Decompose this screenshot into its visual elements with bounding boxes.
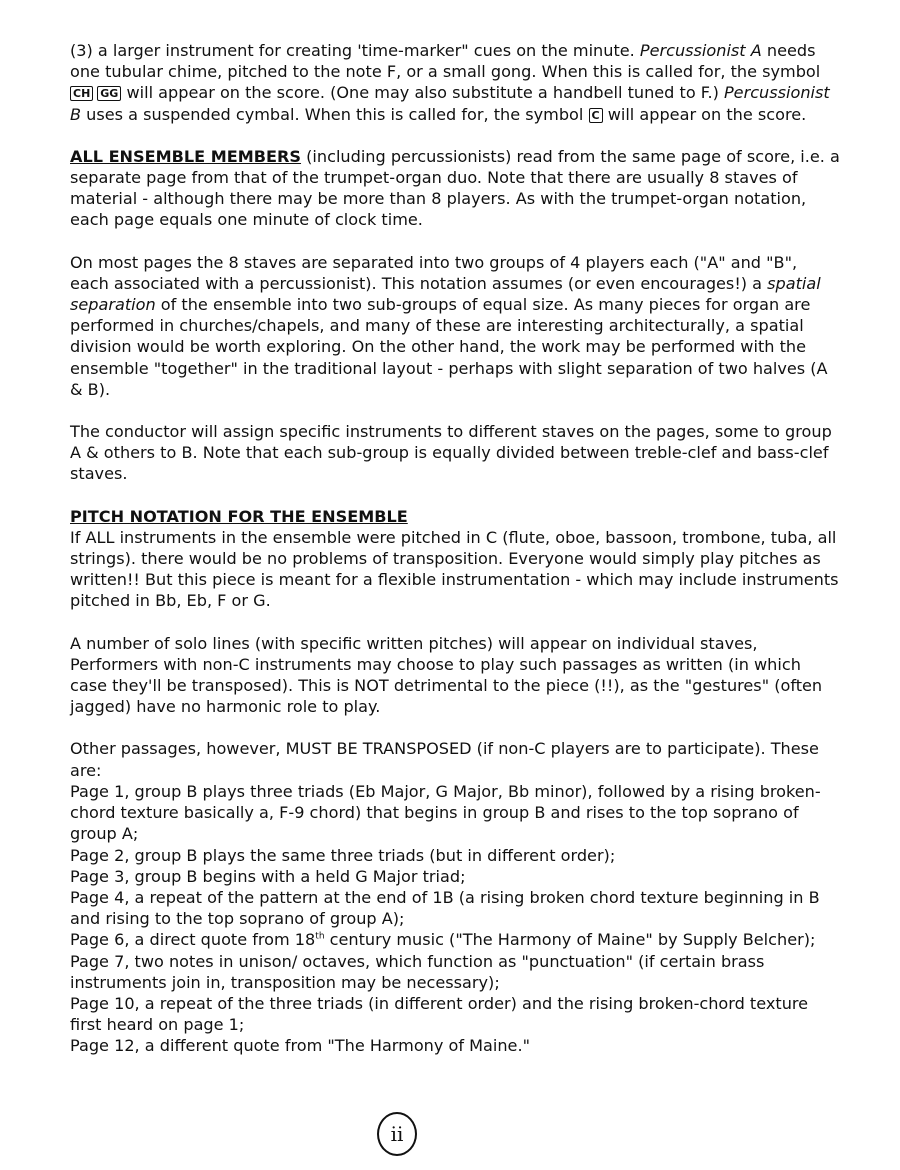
text: (including percussionists) read from the same page of score, i.e. a separate page from that of the trumpet-organ duo. Note that there are usually 8 staves of material - although there may be more than 8 players. As with the trumpet-organ notation, each page equals one minute of clock time.: [70, 146, 840, 230]
percussionist-b: Percussionist B: [70, 83, 830, 124]
list-item: Page 6, a direct quote from 18th century music ("The Harmony of Maine" by Supply Belcher);: [70, 930, 816, 950]
conductor-paragraph: The conductor will assign specific instruments to different staves on the pages, some to group A & others to B. Note that each sub-group is equally divided between treble-clef and bass-clef staves.: [70, 422, 832, 484]
list-item: Page 7, two notes in unison/ octaves, which function as "punctuation" (if certain brass instruments join in, transposition may be necessary);: [70, 951, 765, 992]
text: needs one tubular chime, pitched to the note F, or a small gong. When this is called for, the symbol: [70, 41, 821, 82]
percussion-paragraph: [70, 40, 840, 125]
gong-symbol: GG: [97, 86, 121, 101]
text: (3) a larger instrument for creating 'time-marker" cues on the minute.: [70, 41, 640, 60]
emphasis: spatial separation: [70, 273, 821, 315]
cymbal-symbol: C: [589, 108, 603, 123]
section-heading: PITCH NOTATION FOR THE ENSEMBLE: [70, 506, 408, 526]
section-heading: ALL ENSEMBLE MEMBERS: [70, 146, 302, 166]
list-item: Page 1, group B plays three triads (Eb Major, G Major, Bb minor), followed by a rising broken-chord texture basically a, F-9 chord) that begins in group B and rises to the top soprano of group A;: [70, 781, 821, 844]
list-item: Page 10, a repeat of the three triads (in different order) and the rising broken-chord texture first heard on page 1;: [70, 993, 809, 1035]
text: If ALL instruments in the ensemble were pitched in C (flute, oboe, bassoon, trombone, tuba, all strings). there would be no problems of transposition. Everyone would simply play pitches as written!! But this piece is meant for a flexible instrumentation - which may include instruments pitched in Bb, Eb, F or G.: [70, 527, 839, 611]
list-item: Page 4, a repeat of the pattern at the end of 1B (a rising broken chord texture beginning in B and rising to the top soprano of group A);: [70, 887, 820, 929]
percussionist-a: Percussionist A: [639, 41, 762, 60]
document-body: [70, 40, 840, 1078]
text: uses a suspended cymbal. When this is called for, the symbol: [81, 104, 589, 124]
staves-paragraph: [70, 252, 840, 400]
text: will appear on the score.: [602, 104, 807, 124]
transposition-list: [70, 738, 840, 1056]
text: will appear on the score. (One may also substitute a handbell tuned to F.): [121, 83, 724, 103]
chime-symbol: CH: [70, 86, 93, 101]
list-intro: Other passages, however, MUST BE TRANSPOSED (if non-C players are to participate). These are:: [70, 739, 819, 780]
text: of the ensemble into two sub-groups of equal size. As many pieces for organ are performed in churches/chapels, and many of these are interesting architecturally, a spatial division would be worth exploring. On the other hand, the work may be performed with the ensemble "together" in the traditional layout - perhaps with slight separation of two halves (A & B).: [70, 295, 828, 399]
list-item: Page 2, group B plays the same three triads (but in different order);: [70, 845, 616, 865]
list-item: Page 12, a different quote from "The Harmony of Maine.": [70, 1036, 530, 1056]
list-item: Page 3, group B begins with a held G Major triad;: [70, 866, 466, 886]
pitch-notation-paragraph: [70, 506, 840, 612]
solo-lines-paragraph: A number of solo lines (with specific written pitches) will appear on individual staves, Performers with non-C instruments may choose to play such passages as written (in which case they'll be transposed). This is NOT detrimental to the piece (!!), as the "gestures" (often jagged) have no harmonic role to play.: [70, 633, 823, 717]
text: On most pages the 8 staves are separated into two groups of 4 players each ("A" and "B", each associated with a percussionist). This notation assumes (or even encourages!) a: [70, 252, 798, 293]
ensemble-members-paragraph: [70, 146, 840, 231]
page-number: ii: [377, 1112, 417, 1156]
